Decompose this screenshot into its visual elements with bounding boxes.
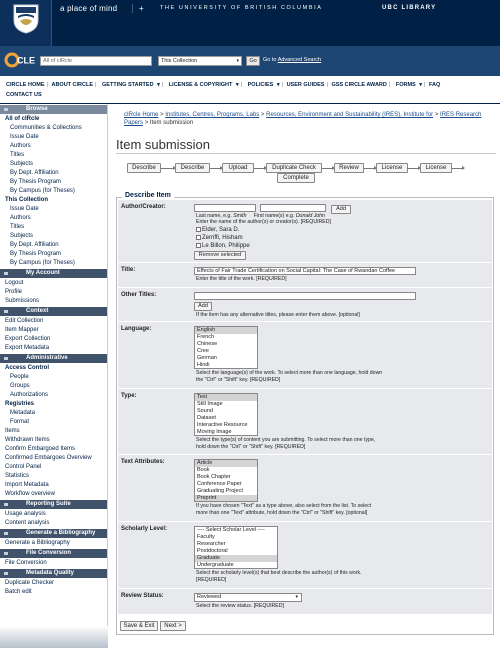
sidebar-item-people[interactable]: People [10, 374, 29, 380]
text-attributes-hint-1: If you have chosen "Text" as a type above, also select from the list. To select [196, 503, 372, 509]
step-arrow [452, 168, 464, 169]
sidebar-item-metadata[interactable]: Metadata [10, 410, 36, 416]
step-arrow [210, 168, 222, 169]
sidebar-item-embargoes-overview[interactable]: Confirmed Embargoes Overview [5, 455, 92, 461]
scholarly-level-hint-2: [REQUIRED] [196, 577, 227, 583]
author-hint: Enter the name of the author(s) or creator(s). [REQUIRED] [196, 219, 331, 225]
language-option[interactable]: English [195, 327, 257, 334]
sidebar-item-coll-authors[interactable]: Authors [10, 215, 31, 221]
scholarly-level-option[interactable]: Undergraduate [197, 562, 234, 568]
text-attribute-option[interactable]: Preprint [195, 495, 257, 502]
sidebar-title-access: Access Control [5, 365, 50, 371]
sidebar-heading-account: My Account [0, 269, 107, 278]
tagline[interactable]: a place of mind [60, 4, 118, 13]
sidebar-item-groups[interactable]: Groups [10, 383, 30, 389]
circle-logo[interactable] [4, 49, 38, 71]
nav-faq[interactable]: FAQ [428, 82, 441, 88]
sidebar-item-logout[interactable]: Logout [5, 280, 24, 286]
review-status-hint: Select the review status. [REQUIRED] [196, 603, 284, 609]
step-upload[interactable]: Upload [222, 163, 254, 173]
breadcrumb-research-papers[interactable]: IRES Research Papers [124, 112, 482, 126]
sidebar-item-issue-date[interactable]: Issue Date [10, 134, 39, 140]
hint-last-name: Last name, e.g. [196, 213, 232, 219]
hint-first-name: First name(s) e.g. [253, 213, 295, 219]
step-duplicate-check[interactable]: Duplicate Check [266, 163, 322, 173]
language-label: Language: [121, 326, 152, 332]
type-hint-2: hold down the "Ctrl" or "Shift" key. [REQUIRED] [196, 444, 306, 450]
sidebar-item-coll-subjects[interactable]: Subjects [10, 233, 34, 239]
other-titles-input[interactable] [194, 292, 416, 300]
goto-advanced [263, 57, 321, 63]
search-scope-select[interactable] [158, 56, 242, 66]
author-checkbox[interactable] [196, 235, 201, 240]
sidebar-item-coll-thesis[interactable]: By Thesis Program [10, 251, 61, 257]
breadcrumb-home[interactable]: cIRcle Home [124, 112, 159, 118]
sidebar-item-content-analysis[interactable]: Content analysis [5, 520, 50, 526]
nav-user-guides[interactable]: USER GUIDES [286, 82, 325, 88]
form-legend: Describe Item [122, 192, 174, 199]
sidebar-item-subjects[interactable]: Subjects [10, 161, 34, 167]
language-option[interactable]: German [197, 355, 217, 361]
step-complete[interactable]: Complete [277, 173, 315, 183]
scholarly-level-hint-1: Select the scholarly level(s) that best describe the author(s) of this work. [196, 570, 362, 576]
sidebar-item-usage[interactable]: Usage analysis [5, 511, 46, 517]
sidebar-item-coll-issue-date[interactable]: Issue Date [10, 206, 39, 212]
sidebar-item-titles[interactable]: Titles [10, 152, 25, 158]
sidebar-item-workflow[interactable]: Workflow overview [5, 491, 55, 497]
nav-gss-award[interactable]: GSS CIRCLE AWARD [331, 82, 387, 88]
ubc-crest-logo[interactable] [0, 0, 52, 46]
text-attribute-option[interactable]: Book [197, 467, 210, 473]
sidebar-item-edit-collection[interactable]: Edit Collection [5, 318, 44, 324]
author-checkbox[interactable] [196, 227, 201, 232]
breadcrumb [124, 111, 484, 127]
author-label: Author/Creator: [121, 204, 166, 210]
chevron-down-icon: ▾ [236, 58, 239, 64]
nav-forms[interactable]: FORMS ▾ [395, 82, 423, 88]
breadcrumb-sep: > [260, 112, 265, 118]
row-review-status [118, 589, 492, 614]
sidebar-item-submissions[interactable]: Submissions [5, 298, 40, 304]
sidebar-item-campus[interactable]: By Campus (for Theses) [10, 188, 75, 194]
step-arrow [322, 168, 334, 169]
step-describe-1[interactable]: Describe [127, 163, 161, 173]
sidebar-item-thesis-program[interactable]: By Thesis Program [10, 179, 61, 185]
sidebar-item-control-panel[interactable]: Control Panel [5, 464, 42, 470]
next-button[interactable]: Next > [160, 621, 186, 631]
type-option[interactable]: Text [195, 394, 257, 401]
text-attributes-hint-2: more than one "Text" attribute, hold down the "Ctrl" or "Shift" key. [optional] [196, 510, 368, 516]
main-nav [0, 82, 500, 102]
step-describe-2[interactable]: Describe [175, 163, 210, 173]
type-option[interactable]: Still Image [197, 401, 223, 407]
nav-row-2 [4, 92, 496, 98]
breadcrumb-institutes[interactable]: Institutes, Centres, Programs, Labs [165, 112, 260, 118]
type-hint-1: Select the type(s) of content you are submitting. To select more than one type, [196, 437, 376, 443]
breadcrumb-sep: > [434, 112, 439, 118]
search-scope-value: This Collection [161, 58, 198, 64]
go-button[interactable]: Go [246, 56, 260, 66]
step-arrow [408, 168, 420, 169]
author-entry[interactable] [196, 226, 239, 234]
sidebar-item-coll-titles[interactable]: Titles [10, 224, 25, 230]
text-attributes-listbox[interactable] [194, 459, 258, 502]
nav-license-copyright[interactable]: LICENSE & COPYRIGHT ▾ [168, 82, 239, 88]
nav-circle-home[interactable]: CIRCLE HOME [6, 82, 45, 88]
author-entry[interactable] [196, 242, 250, 250]
author-last-name-input[interactable] [194, 204, 256, 212]
add-author-button[interactable]: Add [331, 205, 351, 214]
goto-text: Go to [263, 57, 277, 63]
scholarly-level-option[interactable]: Graduate [195, 555, 277, 562]
save-exit-button[interactable]: Save & Exit [120, 621, 158, 631]
sidebar-item-confirm-embargoed[interactable]: Confirm Embargoed Items [5, 446, 76, 452]
hint-last-name-example: Smith [233, 213, 247, 219]
other-titles-label: Other Titles: [121, 292, 157, 298]
text-attribute-option[interactable]: Conference Paper [197, 481, 242, 487]
sidebar-item-file-conversion[interactable]: File Conversion [5, 560, 47, 566]
nav-contact-us[interactable]: CONTACT US [6, 92, 42, 98]
author-name: Zerriffi, Hisham [202, 235, 243, 241]
sidebar-heading-context: Context [0, 307, 107, 316]
other-titles-hint: If the item has any alternative titles, please enter them above. [optional] [196, 312, 360, 318]
title-divider [116, 153, 496, 154]
advanced-search-link[interactable]: Advanced Search [277, 57, 322, 63]
nav-row: CIRCLE HOME | ABOUT CIRCLE | GETTING STARTED ▾ | LICENSE & COPYRIGHT ▾ | POLICIES ▾ | USER GUIDES | GSS CIRCLE AWARD | FORMS ▾ | FAQ [6, 82, 441, 88]
page-title: Item submission [116, 137, 210, 152]
sidebar-item-coll-dept[interactable]: By Dept. Affiliation [10, 242, 59, 248]
sidebar-heading-admin: Administrative [0, 354, 107, 363]
nav-about-circle[interactable]: ABOUT CIRCLE [51, 82, 94, 88]
step-license-1[interactable]: License [376, 163, 408, 173]
type-label: Type: [121, 393, 137, 399]
title-input[interactable]: Effects of Fair Trade Certification on Social Capital: The Case of Rwandan Coffee [194, 267, 416, 275]
sidebar-item-dept[interactable]: By Dept. Affiliation [10, 170, 59, 176]
scholarly-level-option[interactable]: Researcher [197, 541, 226, 547]
language-option[interactable]: Chinese [197, 341, 218, 347]
language-option[interactable]: French [197, 334, 215, 340]
remove-selected-button[interactable]: Remove selected [194, 251, 246, 260]
sidebar-heading-browse: Browse [0, 105, 107, 114]
sidebar-item-format[interactable]: Format [10, 419, 30, 425]
breadcrumb-sep: > [144, 120, 149, 126]
sidebar-item-item-mapper[interactable]: Item Mapper [5, 327, 39, 333]
type-option[interactable]: Interactive Resource [197, 422, 248, 428]
breadcrumb-ires[interactable]: Resources, Environment and Sustainability (IRES), Institute for [266, 112, 434, 118]
sidebar-heading-reporting: Reporting Suite [0, 500, 107, 509]
sidebar-item-import-metadata[interactable]: Import Metadata [5, 482, 49, 488]
scholarly-level-label: Scholarly Level: [121, 526, 168, 532]
type-listbox[interactable] [194, 393, 258, 436]
step-arrow [364, 168, 376, 169]
add-other-title-button[interactable]: Add [194, 302, 212, 311]
scholarly-level-option[interactable]: Postdoctoral [197, 548, 228, 554]
review-status-select[interactable] [194, 593, 302, 602]
text-attribute-option[interactable]: Article [195, 460, 257, 467]
sidebar-heading-conversion: File Conversion [0, 549, 107, 558]
sidebar [0, 104, 108, 648]
text-attributes-label: Text Attributes: [121, 459, 165, 465]
text-attribute-option[interactable]: Graduating Project [197, 488, 243, 494]
author-name: Elder, Sara D. [202, 227, 240, 233]
sidebar-item-authorizations[interactable]: Authorizations [10, 392, 49, 398]
sidebar-item-authors[interactable]: Authors [10, 143, 31, 149]
sidebar-item-items[interactable]: Items [5, 428, 20, 434]
svg-text:CLE: CLE [17, 55, 35, 66]
breadcrumb-sep: > [160, 112, 164, 118]
sidebar-title-all: All of cIRcle [5, 116, 40, 122]
chevron-down-icon: ▾ [295, 594, 298, 600]
sidebar-item-batch-edit[interactable]: Batch edit [5, 589, 32, 595]
language-option[interactable]: Cree [197, 348, 209, 354]
scholarly-level-option[interactable]: Faculty [197, 534, 215, 540]
sidebar-item-withdrawn[interactable]: Withdrawn Items [5, 437, 50, 443]
step-review[interactable]: Review [334, 163, 364, 173]
author-checkbox[interactable] [196, 243, 201, 248]
scholarly-level-listbox[interactable] [194, 526, 278, 569]
sidebar-title-registries: Registries [5, 401, 35, 407]
university-name[interactable]: THE UNIVERSITY OF BRITISH COLUMBIA [160, 5, 323, 11]
title-label: Title: [121, 267, 136, 273]
title-hint: Enter the title of the work. [REQUIRED] [196, 276, 287, 282]
review-status-label: Review Status: [121, 593, 164, 599]
crest-icon [13, 4, 39, 34]
sidebar-item-export-collection[interactable]: Export Collection [5, 336, 51, 342]
search-input[interactable]: All of cIRcle [40, 56, 152, 66]
author-name: Le Billon, Philippe [202, 243, 250, 249]
review-status-value: Reviewed [197, 594, 222, 600]
sidebar-item-communities[interactable]: Communities & Collections [10, 125, 82, 131]
language-option[interactable]: Hindi [197, 362, 210, 368]
sidebar-item-profile[interactable]: Profile [5, 289, 23, 295]
sidebar-item-export-metadata[interactable]: Export Metadata [5, 345, 50, 351]
breadcrumb-current: Item submission [149, 120, 194, 126]
sidebar-item-statistics[interactable]: Statistics [5, 473, 30, 479]
sidebar-heading-metadata-quality: Metadata Quality [0, 569, 107, 578]
sidebar-item-duplicate-checker[interactable]: Duplicate Checker [5, 580, 55, 586]
author-first-name-input[interactable] [260, 204, 326, 212]
text-attribute-option[interactable]: Book Chapter [197, 474, 231, 480]
sidebar-title-collection: This Collection [5, 197, 49, 203]
sidebar-heading-bibliography: Generate a Bibliography [0, 529, 107, 538]
plus-icon[interactable]: + [132, 4, 144, 13]
hint-first-name-example: Donald John [295, 213, 325, 219]
sidebar-item-bibliography[interactable]: Generate a Bibliography [5, 540, 70, 546]
row-scholarly-level [118, 522, 492, 588]
step-arrow [161, 168, 175, 169]
type-option[interactable]: Sound [197, 408, 213, 414]
type-option[interactable]: Dataset [197, 415, 216, 421]
row-language [118, 322, 492, 388]
language-hint-2: the "Ctrl" or "Shift" key. [REQUIRED] [196, 377, 281, 383]
author-entry[interactable] [196, 234, 243, 242]
scholarly-level-option[interactable]: ---- Select Scholar Level ---- [197, 527, 265, 533]
nav-getting-started[interactable]: GETTING STARTED ▾ [102, 82, 160, 88]
step-arrow [254, 168, 266, 169]
nav-policies[interactable]: POLICIES ▾ [247, 82, 280, 88]
step-license-2[interactable]: License [420, 163, 452, 173]
library-name[interactable]: UBC LIBRARY [382, 5, 437, 11]
sidebar-item-coll-campus[interactable]: By Campus (for Theses) [10, 260, 75, 266]
language-hint-1: Select the language(s) of the work. To select more than one language, hold down [196, 370, 383, 376]
language-listbox[interactable] [194, 326, 258, 369]
sidebar-fade [0, 626, 108, 648]
type-option[interactable]: Moving Image [197, 429, 232, 435]
